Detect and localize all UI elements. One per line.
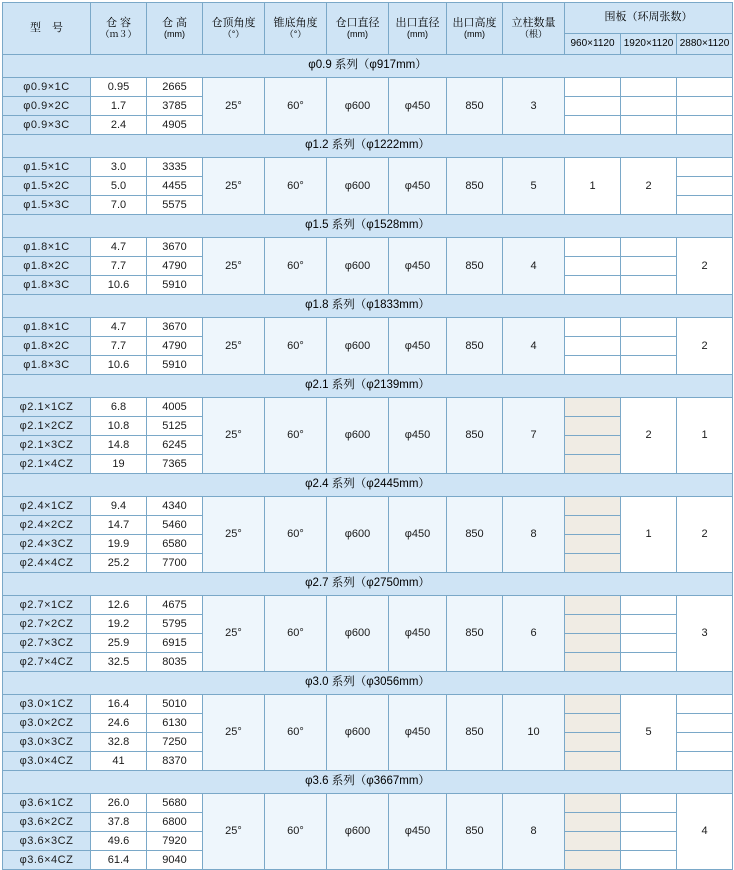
cell-bin-height: 4675 xyxy=(147,596,203,615)
cell-cone-angle: 60° xyxy=(265,497,327,573)
cell-bin-height: 3670 xyxy=(147,318,203,337)
header-outlet-diameter: 出口直径 (mm) xyxy=(389,3,447,55)
cell-bin-height: 6245 xyxy=(147,436,203,455)
cell-inlet-diameter: φ600 xyxy=(327,596,389,672)
cell-panel-960 xyxy=(565,634,621,653)
cell-panel-1920 xyxy=(621,238,677,257)
cell-bin-height: 8370 xyxy=(147,752,203,771)
cell-model: φ1.5×3C xyxy=(3,196,91,215)
cell-panel-960 xyxy=(565,653,621,672)
series-label: φ1.2 系列（φ1222mm） xyxy=(3,135,733,158)
cell-panel-2880 xyxy=(677,97,733,116)
series-header-row xyxy=(3,771,733,794)
cell-model: φ2.1×1CZ xyxy=(3,398,91,417)
cell-bin-height: 4455 xyxy=(147,177,203,196)
cell-model: φ2.4×2CZ xyxy=(3,516,91,535)
cell-capacity: 7.7 xyxy=(91,257,147,276)
cell-top-angle: 25° xyxy=(203,398,265,474)
cell-panel-2880 xyxy=(677,733,733,752)
cell-panel-2880: 2 xyxy=(677,497,733,573)
cell-cone-angle: 60° xyxy=(265,78,327,135)
series-header-row xyxy=(3,295,733,318)
cell-bin-height: 9040 xyxy=(147,851,203,870)
cell-capacity: 14.7 xyxy=(91,516,147,535)
cell-model: φ2.7×1CZ xyxy=(3,596,91,615)
cell-model: φ1.5×1C xyxy=(3,158,91,177)
cell-panel-960 xyxy=(565,752,621,771)
cell-capacity: 24.6 xyxy=(91,714,147,733)
cell-bin-height: 4005 xyxy=(147,398,203,417)
cell-panel-1920 xyxy=(621,596,677,615)
cell-top-angle: 25° xyxy=(203,596,265,672)
cell-panel-1920: 2 xyxy=(621,398,677,474)
cell-top-angle: 25° xyxy=(203,794,265,870)
series-header-row xyxy=(3,215,733,238)
cell-outlet-height: 850 xyxy=(447,695,503,771)
cell-column-count: 10 xyxy=(503,695,565,771)
cell-model: φ2.1×4CZ xyxy=(3,455,91,474)
cell-capacity: 32.5 xyxy=(91,653,147,672)
cell-outlet-height: 850 xyxy=(447,596,503,672)
cell-model: φ3.0×2CZ xyxy=(3,714,91,733)
cell-capacity: 6.8 xyxy=(91,398,147,417)
cell-bin-height: 3670 xyxy=(147,238,203,257)
cell-panel-1920 xyxy=(621,97,677,116)
cell-capacity: 37.8 xyxy=(91,813,147,832)
cell-model: φ2.4×3CZ xyxy=(3,535,91,554)
cell-panel-1920 xyxy=(621,78,677,97)
cell-capacity: 41 xyxy=(91,752,147,771)
cell-panel-2880: 4 xyxy=(677,794,733,870)
cell-capacity: 4.7 xyxy=(91,318,147,337)
cell-capacity: 2.4 xyxy=(91,116,147,135)
cell-model: φ3.0×3CZ xyxy=(3,733,91,752)
cell-model: φ2.1×3CZ xyxy=(3,436,91,455)
cell-bin-height: 7700 xyxy=(147,554,203,573)
cell-model: φ2.1×2CZ xyxy=(3,417,91,436)
cell-bin-height: 5010 xyxy=(147,695,203,714)
cell-bin-height: 5460 xyxy=(147,516,203,535)
cell-top-angle: 25° xyxy=(203,78,265,135)
table-row xyxy=(3,596,733,615)
cell-model: φ1.8×1C xyxy=(3,238,91,257)
table-head xyxy=(3,3,733,55)
cell-outlet-height: 850 xyxy=(447,78,503,135)
cell-capacity: 10.8 xyxy=(91,417,147,436)
cell-panel-960 xyxy=(565,417,621,436)
cell-panel-1920: 5 xyxy=(621,695,677,771)
header-panel-2880: 2880×1120 xyxy=(677,34,733,55)
cell-cone-angle: 60° xyxy=(265,596,327,672)
cell-outlet-height: 850 xyxy=(447,398,503,474)
cell-panel-2880: 2 xyxy=(677,318,733,375)
cell-capacity: 3.0 xyxy=(91,158,147,177)
cell-column-count: 7 xyxy=(503,398,565,474)
table-row xyxy=(3,398,733,417)
cell-top-angle: 25° xyxy=(203,497,265,573)
cell-panel-2880 xyxy=(677,752,733,771)
cell-panel-1920 xyxy=(621,832,677,851)
cell-bin-height: 4790 xyxy=(147,257,203,276)
cell-panel-2880: 2 xyxy=(677,238,733,295)
cell-bin-height: 4340 xyxy=(147,497,203,516)
cell-panel-1920 xyxy=(621,851,677,870)
cell-outlet-height: 850 xyxy=(447,238,503,295)
cell-panel-1920: 1 xyxy=(621,497,677,573)
cell-capacity: 19.2 xyxy=(91,615,147,634)
cell-outlet-height: 850 xyxy=(447,497,503,573)
cell-model: φ1.8×3C xyxy=(3,356,91,375)
cell-panel-960 xyxy=(565,337,621,356)
cell-outlet-diameter: φ450 xyxy=(389,158,447,215)
cell-model: φ3.6×2CZ xyxy=(3,813,91,832)
cell-model: φ2.7×4CZ xyxy=(3,653,91,672)
cell-panel-960 xyxy=(565,794,621,813)
table-row xyxy=(3,695,733,714)
cell-top-angle: 25° xyxy=(203,158,265,215)
cell-bin-height: 7250 xyxy=(147,733,203,752)
series-header-row xyxy=(3,135,733,158)
cell-panel-1920 xyxy=(621,257,677,276)
cell-model: φ1.8×2C xyxy=(3,257,91,276)
cell-bin-height: 6580 xyxy=(147,535,203,554)
cell-bin-height: 2665 xyxy=(147,78,203,97)
cell-outlet-diameter: φ450 xyxy=(389,78,447,135)
table-row xyxy=(3,794,733,813)
cell-bin-height: 7920 xyxy=(147,832,203,851)
cell-outlet-diameter: φ450 xyxy=(389,238,447,295)
header-top-angle: 仓顶角度 （°） xyxy=(203,3,265,55)
cell-model: φ3.6×3CZ xyxy=(3,832,91,851)
cell-model: φ2.4×1CZ xyxy=(3,497,91,516)
cell-inlet-diameter: φ600 xyxy=(327,497,389,573)
header-column-count: 立柱数量 （根） xyxy=(503,3,565,55)
cell-panel-960 xyxy=(565,356,621,375)
cell-panel-1920 xyxy=(621,634,677,653)
series-header-row xyxy=(3,573,733,596)
series-label: φ3.0 系列（φ3056mm） xyxy=(3,672,733,695)
cell-panel-1920 xyxy=(621,116,677,135)
cell-capacity: 0.95 xyxy=(91,78,147,97)
cell-panel-1920 xyxy=(621,653,677,672)
cell-bin-height: 5910 xyxy=(147,356,203,375)
cell-panel-1920 xyxy=(621,615,677,634)
cell-bin-height: 8035 xyxy=(147,653,203,672)
header-panel-1920: 1920×1120 xyxy=(621,34,677,55)
cell-column-count: 5 xyxy=(503,158,565,215)
cell-cone-angle: 60° xyxy=(265,318,327,375)
cell-model: φ1.5×2C xyxy=(3,177,91,196)
cell-panel-960 xyxy=(565,116,621,135)
cell-bin-height: 5680 xyxy=(147,794,203,813)
spec-sheet xyxy=(0,2,734,866)
cell-panel-1920 xyxy=(621,813,677,832)
cell-panel-960: 1 xyxy=(565,158,621,215)
series-label: φ0.9 系列（φ917mm） xyxy=(3,55,733,78)
table-row xyxy=(3,158,733,177)
cell-capacity: 14.8 xyxy=(91,436,147,455)
cell-outlet-diameter: φ450 xyxy=(389,497,447,573)
cell-model: φ2.7×2CZ xyxy=(3,615,91,634)
cell-panel-960 xyxy=(565,695,621,714)
cell-capacity: 32.8 xyxy=(91,733,147,752)
cell-model: φ1.8×2C xyxy=(3,337,91,356)
cell-panel-960 xyxy=(565,97,621,116)
cell-top-angle: 25° xyxy=(203,318,265,375)
header-bin-height: 仓 高 (mm) xyxy=(147,3,203,55)
cell-model: φ0.9×3C xyxy=(3,116,91,135)
cell-capacity: 1.7 xyxy=(91,97,147,116)
cell-panel-2880 xyxy=(677,196,733,215)
cell-panel-960 xyxy=(565,714,621,733)
cell-capacity: 26.0 xyxy=(91,794,147,813)
cell-outlet-diameter: φ450 xyxy=(389,398,447,474)
cell-capacity: 25.2 xyxy=(91,554,147,573)
cell-panel-960 xyxy=(565,832,621,851)
cell-panel-960 xyxy=(565,78,621,97)
cell-panel-960 xyxy=(565,535,621,554)
cell-column-count: 6 xyxy=(503,596,565,672)
header-panels: 围板（环周张数） xyxy=(565,3,733,34)
cell-cone-angle: 60° xyxy=(265,158,327,215)
series-label: φ1.5 系列（φ1528mm） xyxy=(3,215,733,238)
cell-capacity: 12.6 xyxy=(91,596,147,615)
cell-panel-2880 xyxy=(677,78,733,97)
cell-column-count: 8 xyxy=(503,497,565,573)
cell-bin-height: 4905 xyxy=(147,116,203,135)
cell-panel-960 xyxy=(565,497,621,516)
cell-bin-height: 5125 xyxy=(147,417,203,436)
cell-bin-height: 5575 xyxy=(147,196,203,215)
cell-panel-960 xyxy=(565,455,621,474)
series-label: φ2.4 系列（φ2445mm） xyxy=(3,474,733,497)
cell-capacity: 25.9 xyxy=(91,634,147,653)
cell-panel-2880 xyxy=(677,714,733,733)
cell-outlet-diameter: φ450 xyxy=(389,596,447,672)
cell-panel-2880 xyxy=(677,158,733,177)
cell-panel-960 xyxy=(565,516,621,535)
series-label: φ1.8 系列（φ1833mm） xyxy=(3,295,733,318)
cell-column-count: 3 xyxy=(503,78,565,135)
cell-capacity: 16.4 xyxy=(91,695,147,714)
specification-table xyxy=(2,2,733,870)
cell-bin-height: 6130 xyxy=(147,714,203,733)
cell-bin-height: 6915 xyxy=(147,634,203,653)
series-label: φ2.1 系列（φ2139mm） xyxy=(3,375,733,398)
cell-column-count: 4 xyxy=(503,318,565,375)
cell-capacity: 7.7 xyxy=(91,337,147,356)
cell-model: φ3.0×4CZ xyxy=(3,752,91,771)
cell-cone-angle: 60° xyxy=(265,398,327,474)
cell-capacity: 19 xyxy=(91,455,147,474)
cell-model: φ3.6×4CZ xyxy=(3,851,91,870)
cell-bin-height: 4790 xyxy=(147,337,203,356)
cell-panel-960 xyxy=(565,851,621,870)
cell-capacity: 9.4 xyxy=(91,497,147,516)
cell-panel-1920 xyxy=(621,337,677,356)
series-header-row xyxy=(3,474,733,497)
cell-panel-960 xyxy=(565,398,621,417)
cell-model: φ3.0×1CZ xyxy=(3,695,91,714)
table-row xyxy=(3,318,733,337)
cell-panel-2880 xyxy=(677,695,733,714)
series-header-row xyxy=(3,375,733,398)
cell-column-count: 8 xyxy=(503,794,565,870)
cell-panel-960 xyxy=(565,596,621,615)
cell-panel-960 xyxy=(565,615,621,634)
cell-panel-960 xyxy=(565,318,621,337)
cell-inlet-diameter: φ600 xyxy=(327,398,389,474)
cell-bin-height: 3335 xyxy=(147,158,203,177)
cell-model: φ2.4×4CZ xyxy=(3,554,91,573)
cell-inlet-diameter: φ600 xyxy=(327,78,389,135)
cell-panel-2880: 1 xyxy=(677,398,733,474)
cell-bin-height: 3785 xyxy=(147,97,203,116)
table-row xyxy=(3,78,733,97)
cell-model: φ2.7×3CZ xyxy=(3,634,91,653)
series-header-row xyxy=(3,672,733,695)
cell-column-count: 4 xyxy=(503,238,565,295)
table-row xyxy=(3,238,733,257)
cell-model: φ0.9×2C xyxy=(3,97,91,116)
cell-capacity: 49.6 xyxy=(91,832,147,851)
cell-outlet-diameter: φ450 xyxy=(389,794,447,870)
cell-capacity: 10.6 xyxy=(91,276,147,295)
cell-panel-2880: 3 xyxy=(677,596,733,672)
cell-panel-960 xyxy=(565,238,621,257)
cell-bin-height: 7365 xyxy=(147,455,203,474)
cell-capacity: 61.4 xyxy=(91,851,147,870)
cell-inlet-diameter: φ600 xyxy=(327,238,389,295)
cell-panel-960 xyxy=(565,436,621,455)
header-inlet-diameter: 仓口直径 (mm) xyxy=(327,3,389,55)
cell-outlet-height: 850 xyxy=(447,158,503,215)
cell-panel-960 xyxy=(565,554,621,573)
cell-capacity: 5.0 xyxy=(91,177,147,196)
cell-inlet-diameter: φ600 xyxy=(327,695,389,771)
series-label: φ3.6 系列（φ3667mm） xyxy=(3,771,733,794)
cell-bin-height: 5910 xyxy=(147,276,203,295)
series-label: φ2.7 系列（φ2750mm） xyxy=(3,573,733,596)
table-body xyxy=(3,55,733,870)
cell-model: φ3.6×1CZ xyxy=(3,794,91,813)
cell-capacity: 19.9 xyxy=(91,535,147,554)
cell-inlet-diameter: φ600 xyxy=(327,794,389,870)
header-panel-960: 960×1120 xyxy=(565,34,621,55)
cell-top-angle: 25° xyxy=(203,238,265,295)
cell-bin-height: 5795 xyxy=(147,615,203,634)
series-header-row xyxy=(3,55,733,78)
cell-outlet-height: 850 xyxy=(447,318,503,375)
cell-panel-2880 xyxy=(677,177,733,196)
header-outlet-height: 出口高度 (mm) xyxy=(447,3,503,55)
cell-outlet-diameter: φ450 xyxy=(389,695,447,771)
cell-panel-960 xyxy=(565,276,621,295)
cell-inlet-diameter: φ600 xyxy=(327,158,389,215)
cell-inlet-diameter: φ600 xyxy=(327,318,389,375)
header-capacity: 仓 容 （ｍ３） xyxy=(91,3,147,55)
cell-panel-1920 xyxy=(621,318,677,337)
cell-panel-1920 xyxy=(621,276,677,295)
cell-cone-angle: 60° xyxy=(265,794,327,870)
cell-panel-1920 xyxy=(621,356,677,375)
cell-cone-angle: 60° xyxy=(265,238,327,295)
cell-model: φ1.8×1C xyxy=(3,318,91,337)
cell-capacity: 4.7 xyxy=(91,238,147,257)
cell-top-angle: 25° xyxy=(203,695,265,771)
cell-model: φ1.8×3C xyxy=(3,276,91,295)
cell-capacity: 7.0 xyxy=(91,196,147,215)
header-cone-angle: 锥底角度 （°） xyxy=(265,3,327,55)
cell-capacity: 10.6 xyxy=(91,356,147,375)
table-row xyxy=(3,497,733,516)
cell-bin-height: 6800 xyxy=(147,813,203,832)
cell-panel-2880 xyxy=(677,116,733,135)
cell-outlet-diameter: φ450 xyxy=(389,318,447,375)
cell-cone-angle: 60° xyxy=(265,695,327,771)
header-model: 型 号 xyxy=(3,3,91,55)
cell-panel-960 xyxy=(565,733,621,752)
cell-panel-960 xyxy=(565,813,621,832)
cell-outlet-height: 850 xyxy=(447,794,503,870)
cell-panel-960 xyxy=(565,257,621,276)
cell-panel-1920 xyxy=(621,794,677,813)
cell-panel-1920: 2 xyxy=(621,158,677,215)
cell-model: φ0.9×1C xyxy=(3,78,91,97)
